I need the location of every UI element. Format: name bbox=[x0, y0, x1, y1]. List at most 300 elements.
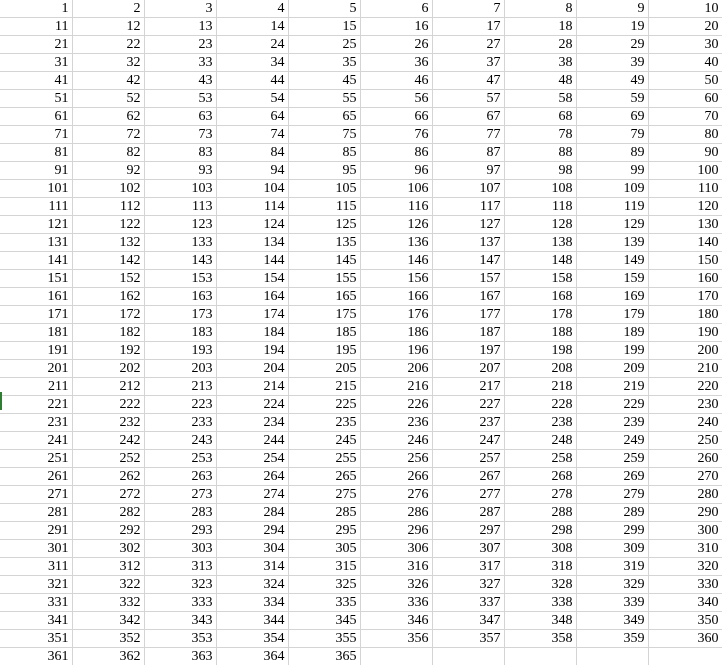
grid-cell[interactable]: 151 bbox=[0, 270, 72, 288]
grid-cell[interactable]: 219 bbox=[576, 378, 648, 396]
grid-cell[interactable]: 310 bbox=[648, 540, 722, 558]
grid-cell[interactable]: 45 bbox=[288, 72, 360, 90]
grid-cell[interactable]: 207 bbox=[432, 360, 504, 378]
grid-cell[interactable]: 127 bbox=[432, 216, 504, 234]
grid-cell[interactable]: 29 bbox=[576, 36, 648, 54]
grid-cell[interactable]: 21 bbox=[0, 36, 72, 54]
grid-cell[interactable]: 73 bbox=[144, 126, 216, 144]
grid-cell[interactable]: 194 bbox=[216, 342, 288, 360]
grid-cell[interactable]: 271 bbox=[0, 486, 72, 504]
grid-cell[interactable]: 27 bbox=[432, 36, 504, 54]
grid-cell[interactable]: 112 bbox=[72, 198, 144, 216]
grid-cell[interactable]: 344 bbox=[216, 612, 288, 630]
grid-cell[interactable]: 267 bbox=[432, 468, 504, 486]
grid-cell[interactable]: 364 bbox=[216, 648, 288, 665]
grid-cell[interactable]: 33 bbox=[144, 54, 216, 72]
grid-cell[interactable]: 9 bbox=[576, 0, 648, 18]
grid-cell[interactable]: 283 bbox=[144, 504, 216, 522]
grid-cell[interactable]: 255 bbox=[288, 450, 360, 468]
grid-cell[interactable]: 353 bbox=[144, 630, 216, 648]
grid-cell[interactable]: 162 bbox=[72, 288, 144, 306]
grid-cell[interactable]: 325 bbox=[288, 576, 360, 594]
grid-cell[interactable]: 218 bbox=[504, 378, 576, 396]
grid-cell[interactable]: 43 bbox=[144, 72, 216, 90]
grid-cell[interactable]: 280 bbox=[648, 486, 722, 504]
grid-cell[interactable]: 30 bbox=[648, 36, 722, 54]
grid-cell[interactable]: 231 bbox=[0, 414, 72, 432]
grid-cell[interactable]: 203 bbox=[144, 360, 216, 378]
grid-cell[interactable]: 131 bbox=[0, 234, 72, 252]
grid-cell[interactable]: 320 bbox=[648, 558, 722, 576]
grid-cell[interactable]: 176 bbox=[360, 306, 432, 324]
grid-cell[interactable]: 158 bbox=[504, 270, 576, 288]
grid-cell[interactable]: 150 bbox=[648, 252, 722, 270]
grid-cell[interactable]: 98 bbox=[504, 162, 576, 180]
grid-cell[interactable]: 277 bbox=[432, 486, 504, 504]
grid-cell[interactable]: 80 bbox=[648, 126, 722, 144]
grid-cell[interactable]: 276 bbox=[360, 486, 432, 504]
grid-cell[interactable]: 16 bbox=[360, 18, 432, 36]
grid-cell[interactable]: 74 bbox=[216, 126, 288, 144]
grid-cell[interactable]: 201 bbox=[0, 360, 72, 378]
grid-cell[interactable]: 321 bbox=[0, 576, 72, 594]
grid-cell[interactable] bbox=[432, 648, 504, 665]
grid-cell[interactable]: 319 bbox=[576, 558, 648, 576]
grid-cell[interactable]: 188 bbox=[504, 324, 576, 342]
grid-cell[interactable]: 245 bbox=[288, 432, 360, 450]
grid-cell[interactable]: 1 bbox=[0, 0, 72, 18]
grid-cell[interactable]: 211 bbox=[0, 378, 72, 396]
grid-cell[interactable]: 362 bbox=[72, 648, 144, 665]
grid-cell[interactable]: 173 bbox=[144, 306, 216, 324]
grid-cell[interactable]: 350 bbox=[648, 612, 722, 630]
grid-cell[interactable]: 24 bbox=[216, 36, 288, 54]
grid-cell[interactable]: 6 bbox=[360, 0, 432, 18]
grid-cell[interactable]: 144 bbox=[216, 252, 288, 270]
grid-cell[interactable]: 289 bbox=[576, 504, 648, 522]
grid-cell[interactable]: 177 bbox=[432, 306, 504, 324]
grid-cell[interactable]: 94 bbox=[216, 162, 288, 180]
grid-cell[interactable]: 12 bbox=[72, 18, 144, 36]
grid-cell[interactable]: 237 bbox=[432, 414, 504, 432]
grid-cell[interactable]: 15 bbox=[288, 18, 360, 36]
grid-cell[interactable]: 53 bbox=[144, 90, 216, 108]
grid-cell[interactable]: 123 bbox=[144, 216, 216, 234]
grid-cell[interactable]: 152 bbox=[72, 270, 144, 288]
grid-cell[interactable]: 195 bbox=[288, 342, 360, 360]
grid-cell[interactable]: 183 bbox=[144, 324, 216, 342]
grid-cell[interactable]: 172 bbox=[72, 306, 144, 324]
grid-cell[interactable]: 315 bbox=[288, 558, 360, 576]
grid-cell[interactable]: 234 bbox=[216, 414, 288, 432]
grid-cell[interactable]: 41 bbox=[0, 72, 72, 90]
grid-cell[interactable]: 352 bbox=[72, 630, 144, 648]
grid-cell[interactable]: 174 bbox=[216, 306, 288, 324]
grid-cell[interactable]: 346 bbox=[360, 612, 432, 630]
grid-cell[interactable]: 241 bbox=[0, 432, 72, 450]
grid-cell[interactable]: 314 bbox=[216, 558, 288, 576]
grid-cell[interactable]: 331 bbox=[0, 594, 72, 612]
grid-cell[interactable]: 97 bbox=[432, 162, 504, 180]
grid-cell[interactable]: 68 bbox=[504, 108, 576, 126]
grid-cell[interactable]: 138 bbox=[504, 234, 576, 252]
grid-cell[interactable]: 99 bbox=[576, 162, 648, 180]
grid-cell[interactable]: 292 bbox=[72, 522, 144, 540]
grid-cell[interactable]: 187 bbox=[432, 324, 504, 342]
grid-cell[interactable]: 288 bbox=[504, 504, 576, 522]
grid-cell[interactable]: 365 bbox=[288, 648, 360, 665]
grid-cell[interactable]: 7 bbox=[432, 0, 504, 18]
grid-cell[interactable]: 39 bbox=[576, 54, 648, 72]
grid-cell[interactable]: 96 bbox=[360, 162, 432, 180]
grid-cell[interactable]: 189 bbox=[576, 324, 648, 342]
grid-cell[interactable]: 82 bbox=[72, 144, 144, 162]
grid-cell[interactable]: 115 bbox=[288, 198, 360, 216]
grid-cell[interactable]: 197 bbox=[432, 342, 504, 360]
grid-cell[interactable]: 22 bbox=[72, 36, 144, 54]
grid-cell[interactable]: 26 bbox=[360, 36, 432, 54]
grid-cell[interactable]: 222 bbox=[72, 396, 144, 414]
grid-cell[interactable]: 76 bbox=[360, 126, 432, 144]
grid-cell[interactable]: 178 bbox=[504, 306, 576, 324]
grid-cell[interactable]: 220 bbox=[648, 378, 722, 396]
grid-cell[interactable]: 356 bbox=[360, 630, 432, 648]
grid-cell[interactable]: 105 bbox=[288, 180, 360, 198]
grid-cell[interactable]: 190 bbox=[648, 324, 722, 342]
grid-cell[interactable]: 316 bbox=[360, 558, 432, 576]
grid-cell[interactable]: 275 bbox=[288, 486, 360, 504]
grid-cell[interactable] bbox=[360, 648, 432, 665]
grid-cell[interactable]: 358 bbox=[504, 630, 576, 648]
grid-cell[interactable]: 225 bbox=[288, 396, 360, 414]
grid-cell[interactable]: 206 bbox=[360, 360, 432, 378]
grid-cell[interactable]: 265 bbox=[288, 468, 360, 486]
grid-cell[interactable]: 332 bbox=[72, 594, 144, 612]
grid-cell[interactable]: 132 bbox=[72, 234, 144, 252]
grid-cell[interactable]: 110 bbox=[648, 180, 722, 198]
grid-cell[interactable]: 67 bbox=[432, 108, 504, 126]
grid-cell[interactable]: 149 bbox=[576, 252, 648, 270]
grid-cell[interactable]: 137 bbox=[432, 234, 504, 252]
grid-cell[interactable]: 77 bbox=[432, 126, 504, 144]
grid-cell[interactable]: 348 bbox=[504, 612, 576, 630]
grid-cell[interactable]: 333 bbox=[144, 594, 216, 612]
grid-cell[interactable]: 40 bbox=[648, 54, 722, 72]
grid-cell[interactable]: 147 bbox=[432, 252, 504, 270]
grid-cell[interactable]: 338 bbox=[504, 594, 576, 612]
grid-cell[interactable]: 23 bbox=[144, 36, 216, 54]
grid-cell[interactable]: 252 bbox=[72, 450, 144, 468]
grid-cell[interactable]: 192 bbox=[72, 342, 144, 360]
grid-cell[interactable]: 93 bbox=[144, 162, 216, 180]
grid-cell[interactable]: 170 bbox=[648, 288, 722, 306]
grid-cell[interactable]: 159 bbox=[576, 270, 648, 288]
grid-cell[interactable]: 175 bbox=[288, 306, 360, 324]
grid-cell[interactable]: 323 bbox=[144, 576, 216, 594]
grid-cell[interactable]: 140 bbox=[648, 234, 722, 252]
grid-cell[interactable]: 46 bbox=[360, 72, 432, 90]
grid-cell[interactable]: 263 bbox=[144, 468, 216, 486]
grid-cell[interactable]: 247 bbox=[432, 432, 504, 450]
grid-cell[interactable]: 295 bbox=[288, 522, 360, 540]
grid-cell[interactable]: 186 bbox=[360, 324, 432, 342]
grid-cell[interactable]: 135 bbox=[288, 234, 360, 252]
grid-cell[interactable]: 273 bbox=[144, 486, 216, 504]
grid-cell[interactable]: 161 bbox=[0, 288, 72, 306]
grid-cell[interactable]: 256 bbox=[360, 450, 432, 468]
grid-cell[interactable]: 78 bbox=[504, 126, 576, 144]
grid-cell[interactable]: 85 bbox=[288, 144, 360, 162]
grid-cell[interactable]: 49 bbox=[576, 72, 648, 90]
grid-cell[interactable]: 300 bbox=[648, 522, 722, 540]
grid-cell[interactable]: 181 bbox=[0, 324, 72, 342]
grid-cell[interactable]: 113 bbox=[144, 198, 216, 216]
grid-cell[interactable]: 217 bbox=[432, 378, 504, 396]
grid-cell[interactable]: 232 bbox=[72, 414, 144, 432]
grid-cell[interactable]: 19 bbox=[576, 18, 648, 36]
grid-cell[interactable]: 64 bbox=[216, 108, 288, 126]
grid-cell[interactable]: 246 bbox=[360, 432, 432, 450]
grid-cell[interactable]: 11 bbox=[0, 18, 72, 36]
grid-cell[interactable]: 100 bbox=[648, 162, 722, 180]
grid-cell[interactable]: 216 bbox=[360, 378, 432, 396]
grid-cell[interactable] bbox=[648, 648, 722, 665]
grid-cell[interactable]: 341 bbox=[0, 612, 72, 630]
grid-cell[interactable]: 81 bbox=[0, 144, 72, 162]
grid-cell[interactable]: 278 bbox=[504, 486, 576, 504]
grid-cell[interactable]: 153 bbox=[144, 270, 216, 288]
grid-cell[interactable]: 330 bbox=[648, 576, 722, 594]
grid-cell[interactable]: 56 bbox=[360, 90, 432, 108]
grid-cell[interactable]: 142 bbox=[72, 252, 144, 270]
grid-cell[interactable]: 75 bbox=[288, 126, 360, 144]
grid-cell[interactable]: 294 bbox=[216, 522, 288, 540]
grid-cell[interactable]: 210 bbox=[648, 360, 722, 378]
grid-cell[interactable]: 13 bbox=[144, 18, 216, 36]
grid-cell[interactable]: 221 bbox=[0, 396, 72, 414]
grid-cell[interactable]: 261 bbox=[0, 468, 72, 486]
grid-cell[interactable]: 28 bbox=[504, 36, 576, 54]
grid-cell[interactable]: 308 bbox=[504, 540, 576, 558]
grid-cell[interactable]: 311 bbox=[0, 558, 72, 576]
grid-cell[interactable]: 302 bbox=[72, 540, 144, 558]
grid-cell[interactable]: 59 bbox=[576, 90, 648, 108]
grid-cell[interactable]: 71 bbox=[0, 126, 72, 144]
grid-cell[interactable]: 248 bbox=[504, 432, 576, 450]
grid-cell[interactable]: 335 bbox=[288, 594, 360, 612]
grid-cell[interactable]: 360 bbox=[648, 630, 722, 648]
grid-cell[interactable]: 254 bbox=[216, 450, 288, 468]
grid-cell[interactable]: 54 bbox=[216, 90, 288, 108]
grid-cell[interactable]: 88 bbox=[504, 144, 576, 162]
grid-cell[interactable]: 129 bbox=[576, 216, 648, 234]
grid-cell[interactable]: 118 bbox=[504, 198, 576, 216]
grid-cell[interactable]: 185 bbox=[288, 324, 360, 342]
grid-cell[interactable]: 334 bbox=[216, 594, 288, 612]
grid-cell[interactable]: 349 bbox=[576, 612, 648, 630]
grid-cell[interactable]: 3 bbox=[144, 0, 216, 18]
grid-cell[interactable]: 8 bbox=[504, 0, 576, 18]
grid-cell[interactable]: 104 bbox=[216, 180, 288, 198]
grid-cell[interactable]: 89 bbox=[576, 144, 648, 162]
grid-cell[interactable]: 5 bbox=[288, 0, 360, 18]
grid-cell[interactable]: 301 bbox=[0, 540, 72, 558]
grid-cell[interactable]: 20 bbox=[648, 18, 722, 36]
grid-cell[interactable]: 304 bbox=[216, 540, 288, 558]
grid-cell[interactable]: 145 bbox=[288, 252, 360, 270]
grid-cell[interactable]: 164 bbox=[216, 288, 288, 306]
grid-cell[interactable]: 72 bbox=[72, 126, 144, 144]
grid-cell[interactable]: 62 bbox=[72, 108, 144, 126]
grid-cell[interactable]: 124 bbox=[216, 216, 288, 234]
grid-cell[interactable]: 116 bbox=[360, 198, 432, 216]
grid-cell[interactable]: 213 bbox=[144, 378, 216, 396]
grid-cell[interactable]: 70 bbox=[648, 108, 722, 126]
grid-cell[interactable]: 298 bbox=[504, 522, 576, 540]
grid-cell[interactable]: 130 bbox=[648, 216, 722, 234]
grid-cell[interactable]: 198 bbox=[504, 342, 576, 360]
grid-cell[interactable]: 167 bbox=[432, 288, 504, 306]
grid-cell[interactable]: 204 bbox=[216, 360, 288, 378]
grid-cell[interactable]: 236 bbox=[360, 414, 432, 432]
grid-cell[interactable]: 31 bbox=[0, 54, 72, 72]
grid-cell[interactable]: 154 bbox=[216, 270, 288, 288]
grid-cell[interactable]: 305 bbox=[288, 540, 360, 558]
grid-cell[interactable]: 102 bbox=[72, 180, 144, 198]
grid-cell[interactable]: 264 bbox=[216, 468, 288, 486]
grid-cell[interactable]: 233 bbox=[144, 414, 216, 432]
grid-cell[interactable]: 196 bbox=[360, 342, 432, 360]
grid-cell[interactable]: 318 bbox=[504, 558, 576, 576]
grid-cell[interactable]: 179 bbox=[576, 306, 648, 324]
grid-cell[interactable]: 143 bbox=[144, 252, 216, 270]
grid-cell[interactable]: 297 bbox=[432, 522, 504, 540]
grid-cell[interactable]: 336 bbox=[360, 594, 432, 612]
grid-cell[interactable]: 4 bbox=[216, 0, 288, 18]
grid-cell[interactable]: 290 bbox=[648, 504, 722, 522]
grid-cell[interactable]: 168 bbox=[504, 288, 576, 306]
grid-cell[interactable]: 55 bbox=[288, 90, 360, 108]
grid-cell[interactable]: 128 bbox=[504, 216, 576, 234]
grid-cell[interactable]: 215 bbox=[288, 378, 360, 396]
grid-cell[interactable]: 262 bbox=[72, 468, 144, 486]
grid-cell[interactable]: 90 bbox=[648, 144, 722, 162]
grid-cell[interactable]: 359 bbox=[576, 630, 648, 648]
grid-cell[interactable]: 69 bbox=[576, 108, 648, 126]
grid-cell[interactable]: 37 bbox=[432, 54, 504, 72]
grid-cell[interactable]: 270 bbox=[648, 468, 722, 486]
grid-cell[interactable]: 322 bbox=[72, 576, 144, 594]
grid-cell[interactable]: 327 bbox=[432, 576, 504, 594]
grid-cell[interactable]: 286 bbox=[360, 504, 432, 522]
grid-cell[interactable]: 51 bbox=[0, 90, 72, 108]
grid-cell[interactable]: 52 bbox=[72, 90, 144, 108]
grid-cell[interactable]: 148 bbox=[504, 252, 576, 270]
grid-cell[interactable]: 136 bbox=[360, 234, 432, 252]
grid-cell[interactable]: 282 bbox=[72, 504, 144, 522]
grid-cell[interactable]: 363 bbox=[144, 648, 216, 665]
grid-cell[interactable]: 139 bbox=[576, 234, 648, 252]
grid-cell[interactable]: 251 bbox=[0, 450, 72, 468]
grid-cell[interactable]: 36 bbox=[360, 54, 432, 72]
grid-cell[interactable]: 87 bbox=[432, 144, 504, 162]
grid-cell[interactable]: 306 bbox=[360, 540, 432, 558]
grid-cell[interactable]: 329 bbox=[576, 576, 648, 594]
grid-cell[interactable]: 108 bbox=[504, 180, 576, 198]
grid-cell[interactable]: 166 bbox=[360, 288, 432, 306]
grid-cell[interactable]: 345 bbox=[288, 612, 360, 630]
grid-cell[interactable]: 146 bbox=[360, 252, 432, 270]
grid-cell[interactable]: 199 bbox=[576, 342, 648, 360]
grid-cell[interactable]: 38 bbox=[504, 54, 576, 72]
grid-cell[interactable]: 155 bbox=[288, 270, 360, 288]
grid-cell[interactable]: 42 bbox=[72, 72, 144, 90]
grid-cell[interactable]: 214 bbox=[216, 378, 288, 396]
grid-cell[interactable]: 242 bbox=[72, 432, 144, 450]
grid-cell[interactable]: 165 bbox=[288, 288, 360, 306]
grid-cell[interactable]: 240 bbox=[648, 414, 722, 432]
grid-cell[interactable]: 239 bbox=[576, 414, 648, 432]
grid-cell[interactable]: 249 bbox=[576, 432, 648, 450]
grid-cell[interactable]: 119 bbox=[576, 198, 648, 216]
grid-cell[interactable]: 117 bbox=[432, 198, 504, 216]
grid-cell[interactable]: 141 bbox=[0, 252, 72, 270]
grid-cell[interactable]: 357 bbox=[432, 630, 504, 648]
grid-cell[interactable]: 109 bbox=[576, 180, 648, 198]
grid-cell[interactable] bbox=[576, 648, 648, 665]
grid-cell[interactable]: 95 bbox=[288, 162, 360, 180]
grid-cell[interactable]: 84 bbox=[216, 144, 288, 162]
grid-cell[interactable]: 66 bbox=[360, 108, 432, 126]
grid-cell[interactable]: 291 bbox=[0, 522, 72, 540]
grid-cell[interactable]: 111 bbox=[0, 198, 72, 216]
grid-cell[interactable]: 326 bbox=[360, 576, 432, 594]
grid-cell[interactable]: 238 bbox=[504, 414, 576, 432]
grid-cell[interactable]: 257 bbox=[432, 450, 504, 468]
grid-cell[interactable]: 184 bbox=[216, 324, 288, 342]
grid-cell[interactable]: 35 bbox=[288, 54, 360, 72]
grid-cell[interactable]: 313 bbox=[144, 558, 216, 576]
grid-cell[interactable]: 317 bbox=[432, 558, 504, 576]
grid-cell[interactable]: 86 bbox=[360, 144, 432, 162]
grid-cell[interactable]: 296 bbox=[360, 522, 432, 540]
grid-cell[interactable]: 285 bbox=[288, 504, 360, 522]
grid-cell[interactable]: 101 bbox=[0, 180, 72, 198]
grid-cell[interactable]: 281 bbox=[0, 504, 72, 522]
grid-cell[interactable]: 106 bbox=[360, 180, 432, 198]
grid-cell[interactable]: 293 bbox=[144, 522, 216, 540]
grid-cell[interactable]: 309 bbox=[576, 540, 648, 558]
grid-cell[interactable]: 202 bbox=[72, 360, 144, 378]
grid-cell[interactable]: 107 bbox=[432, 180, 504, 198]
grid-cell[interactable]: 287 bbox=[432, 504, 504, 522]
grid-cell[interactable]: 61 bbox=[0, 108, 72, 126]
grid-cell[interactable]: 14 bbox=[216, 18, 288, 36]
grid-cell[interactable]: 79 bbox=[576, 126, 648, 144]
grid-cell[interactable]: 25 bbox=[288, 36, 360, 54]
grid-cell[interactable]: 65 bbox=[288, 108, 360, 126]
grid-cell[interactable]: 260 bbox=[648, 450, 722, 468]
grid-cell[interactable]: 324 bbox=[216, 576, 288, 594]
grid-cell[interactable]: 208 bbox=[504, 360, 576, 378]
grid-cell[interactable]: 83 bbox=[144, 144, 216, 162]
grid-cell[interactable]: 17 bbox=[432, 18, 504, 36]
grid-cell[interactable]: 274 bbox=[216, 486, 288, 504]
grid-cell[interactable]: 10 bbox=[648, 0, 722, 18]
grid-cell[interactable]: 32 bbox=[72, 54, 144, 72]
grid-cell[interactable]: 163 bbox=[144, 288, 216, 306]
grid-cell[interactable]: 44 bbox=[216, 72, 288, 90]
